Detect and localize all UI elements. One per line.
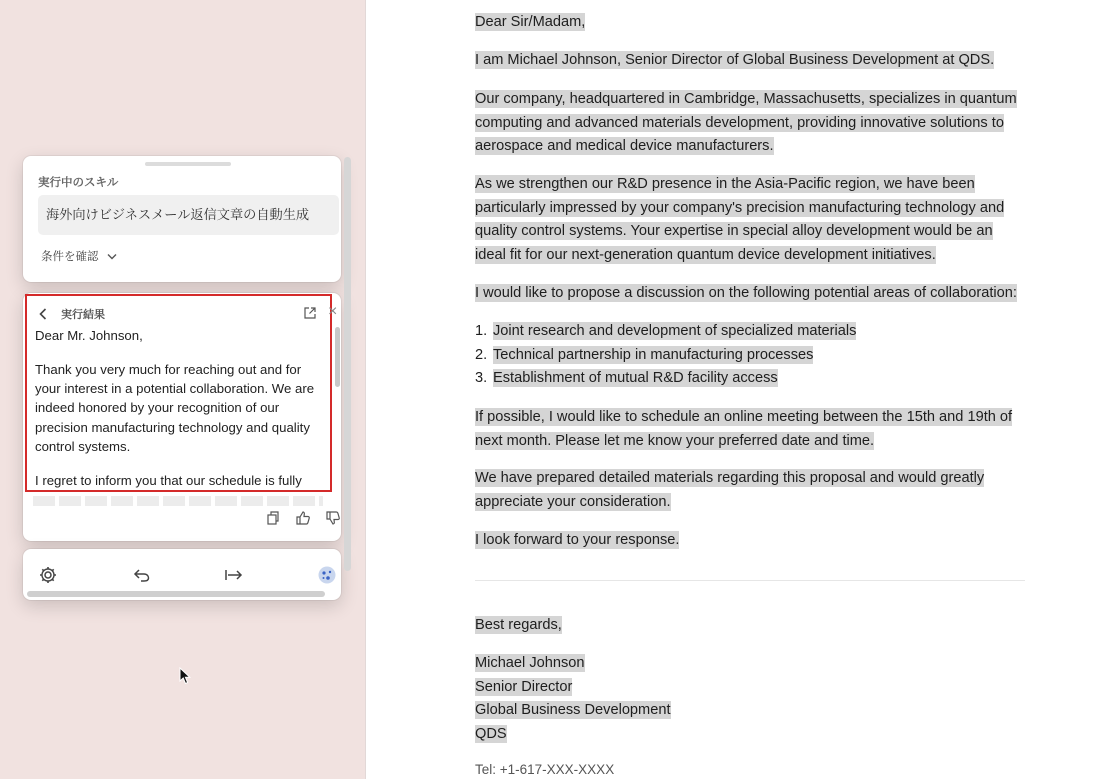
chevron-down-icon (107, 253, 117, 260)
divider (475, 580, 1025, 581)
back-chevron-icon[interactable] (39, 308, 47, 320)
skill-heading: 実行中のスキル (38, 177, 119, 189)
result-heading: 実行結果 (61, 309, 105, 321)
email-materials-paragraph: We have prepared detailed materials regarding this proposal and would greatly appreciate your consideration. (475, 470, 985, 510)
collaboration-list (475, 320, 1023, 391)
email-signature: Michael Johnson Senior Director Global Business Development QDS (475, 655, 671, 742)
result-paragraph: Dear Mr. Johnson, (35, 328, 143, 343)
email-greeting: Dear Sir/Madam, (475, 14, 586, 30)
copy-icon[interactable] (265, 510, 281, 526)
thumbs-up-icon[interactable] (295, 510, 311, 526)
vertical-scrollbar[interactable] (344, 157, 351, 571)
email-intro: I am Michael Johnson, Senior Director of Global Business Development at QDS. (475, 52, 995, 68)
email-document[interactable] (365, 0, 1114, 779)
condition-label: 条件を確認 (41, 251, 99, 263)
list-item: 3. Establishment of mutual R&D facility access (475, 370, 778, 386)
email-rd-paragraph: As we strengthen our R&D presence in the Asia-Pacific region, we have been particularly impressed by your company's precision manufacturing technology and quality control systems. Your expertise in special alloy development would be an ideal fit for our next-generation quantum device development initiatives. (475, 176, 1005, 263)
result-actions (265, 510, 341, 526)
horizontal-scrollbar[interactable] (27, 591, 325, 597)
assistant-panel[interactable] (23, 156, 354, 600)
email-tel: Tel: +1-617-XXX-XXXX (475, 762, 615, 777)
skill-name: 海外向けビジネスメール返信文章の自動生成 (38, 195, 339, 235)
close-icon[interactable]: × (328, 303, 338, 320)
result-frame (25, 294, 338, 492)
email-meeting-paragraph: If possible, I would like to schedule an online meeting between the 15th and 19th of next month. Please let me know your preferred date and time. (475, 409, 1013, 449)
open-external-icon[interactable] (303, 306, 317, 320)
settings-gear-icon[interactable] (38, 565, 58, 585)
panel-toolbar (23, 549, 341, 600)
result-paragraph: I regret to inform you that our schedule is fully (35, 472, 302, 488)
condition-toggle[interactable] (41, 248, 117, 264)
list-item: 1. Joint research and development of specialized materials (475, 323, 857, 339)
thumbs-down-icon[interactable] (325, 510, 341, 526)
result-scrollbar[interactable] (335, 327, 340, 387)
mouse-cursor-icon (179, 667, 191, 685)
email-regards: Best regards, (475, 617, 562, 633)
email-propose: I would like to propose a discussion on the following potential areas of collaboration: (475, 285, 1017, 301)
running-skill-card (23, 156, 341, 282)
result-text (35, 326, 327, 505)
result-paragraph: Thank you very much for reaching out and for your interest in a potential collaboration. We are indeed honored by your recognition of our precision manufacturing technology and quality control systems. (35, 361, 315, 454)
undo-icon[interactable] (132, 565, 152, 585)
result-header (39, 306, 105, 322)
result-overflow-line (33, 496, 323, 506)
ai-sparkle-icon[interactable] (317, 565, 337, 585)
insert-arrow-icon[interactable] (224, 565, 244, 585)
email-company-paragraph: Our company, headquartered in Cambridge, Massachusetts, specializes in quantum computing and advanced materials development, providing innovative solutions to aerospace and medical device manufacturers. (475, 91, 1017, 154)
result-card (23, 293, 341, 541)
list-item: 2. Technical partnership in manufacturing processes (475, 346, 814, 363)
email-closing: I look forward to your response. (475, 532, 680, 548)
drag-handle[interactable] (145, 162, 231, 166)
